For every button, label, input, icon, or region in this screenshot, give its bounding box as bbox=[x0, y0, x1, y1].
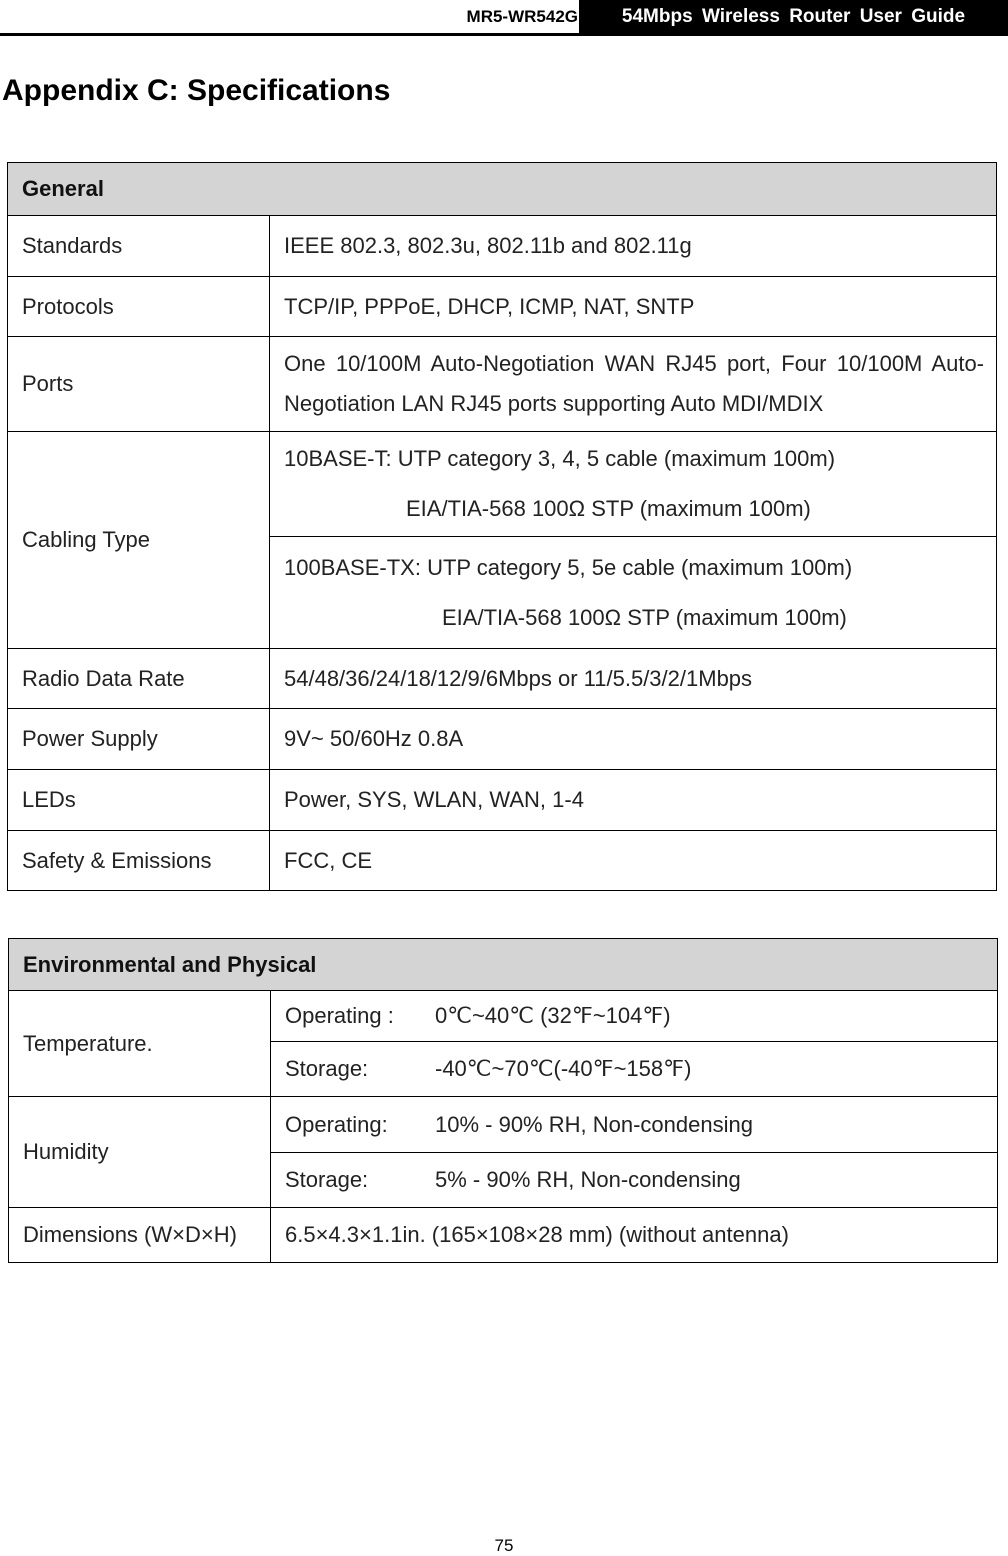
cabling-line: 10BASE-T: UTP category 3, 4, 5 cable (maximum 100m) bbox=[284, 446, 836, 471]
table-row bbox=[8, 831, 997, 891]
header-title: 54Mbps Wireless Router User Guide bbox=[579, 0, 1008, 34]
sub-value: 5% - 90% RH, Non-condensing bbox=[435, 1167, 741, 1192]
table-row bbox=[9, 1208, 998, 1263]
table-row bbox=[8, 432, 997, 537]
sub-label: Operating : bbox=[285, 1003, 394, 1028]
general-spec-table bbox=[7, 162, 997, 891]
row-value: IEEE 802.3, 802.3u, 802.11b and 802.11g bbox=[270, 216, 997, 277]
row-label: Dimensions (W×D×H) bbox=[9, 1208, 271, 1263]
table-row bbox=[9, 1097, 998, 1153]
row-value: Power, SYS, WLAN, WAN, 1-4 bbox=[270, 770, 997, 831]
sub-value: 10% - 90% RH, Non-condensing bbox=[435, 1111, 753, 1137]
row-value: FCC, CE bbox=[270, 831, 997, 891]
header-rule bbox=[0, 33, 1008, 36]
table-row bbox=[8, 277, 997, 337]
row-label: Safety & Emissions bbox=[8, 831, 270, 891]
row-label: Radio Data Rate bbox=[8, 649, 270, 709]
temperature-operating-cell bbox=[271, 991, 998, 1042]
general-title: General bbox=[8, 163, 997, 216]
row-label: Ports bbox=[8, 337, 270, 432]
cabling-line: 100BASE-TX: UTP category 5, 5e cable (maximum 100m) bbox=[284, 554, 853, 580]
row-label: Humidity bbox=[9, 1097, 271, 1208]
row-value: 9V~ 50/60Hz 0.8A bbox=[270, 709, 997, 770]
sub-value: -40℃~70℃(-40℉~158℉) bbox=[435, 1056, 692, 1081]
row-label: Protocols bbox=[8, 277, 270, 337]
sub-label: Storage: bbox=[285, 1056, 369, 1081]
page-number: 75 bbox=[494, 1536, 514, 1555]
table-row bbox=[8, 709, 997, 770]
table-row bbox=[8, 337, 997, 432]
row-value: 6.5×4.3×1.1in. (165×108×28 mm) (without antenna) bbox=[271, 1208, 998, 1263]
row-label: Standards bbox=[8, 216, 270, 277]
table-header-row bbox=[8, 163, 997, 216]
cabling-line: EIA/TIA-568 100Ω STP (maximum 100m) bbox=[442, 604, 847, 630]
row-label: Cabling Type bbox=[8, 432, 270, 649]
cabling-line: EIA/TIA-568 100Ω STP (maximum 100m) bbox=[406, 496, 811, 521]
cabling-100base-cell bbox=[270, 537, 997, 649]
temperature-storage-cell bbox=[271, 1042, 998, 1097]
cabling-10base-cell bbox=[270, 432, 997, 537]
sub-label: Operating: bbox=[285, 1111, 388, 1137]
sub-label: Storage: bbox=[285, 1167, 369, 1192]
table-row bbox=[8, 649, 997, 709]
humidity-storage-cell bbox=[271, 1153, 998, 1208]
header-model: MR5-WR542G bbox=[466, 7, 578, 26]
row-value: One 10/100M Auto-Negotiation WAN RJ45 port, Four 10/100M Auto-Negotiation LAN RJ45 ports supporting Auto MDI/MDIX bbox=[270, 337, 997, 432]
page-header bbox=[0, 0, 1008, 36]
environmental-spec-table bbox=[8, 938, 998, 1263]
row-label: Power Supply bbox=[8, 709, 270, 770]
sub-value: 0℃~40℃ (32℉~104℉) bbox=[435, 1003, 671, 1028]
row-label: LEDs bbox=[8, 770, 270, 831]
table-row bbox=[9, 991, 998, 1042]
humidity-operating-cell bbox=[271, 1097, 998, 1153]
row-label: Temperature. bbox=[9, 991, 271, 1097]
row-value: 54/48/36/24/18/12/9/6Mbps or 11/5.5/3/2/1Mbps bbox=[270, 649, 997, 709]
row-value: TCP/IP, PPPoE, DHCP, ICMP, NAT, SNTP bbox=[270, 277, 997, 337]
page-heading: Appendix C: Specifications bbox=[2, 74, 391, 107]
table-row bbox=[8, 216, 997, 277]
table-row bbox=[8, 770, 997, 831]
environmental-title: Environmental and Physical bbox=[9, 939, 998, 991]
table-header-row bbox=[9, 939, 998, 991]
